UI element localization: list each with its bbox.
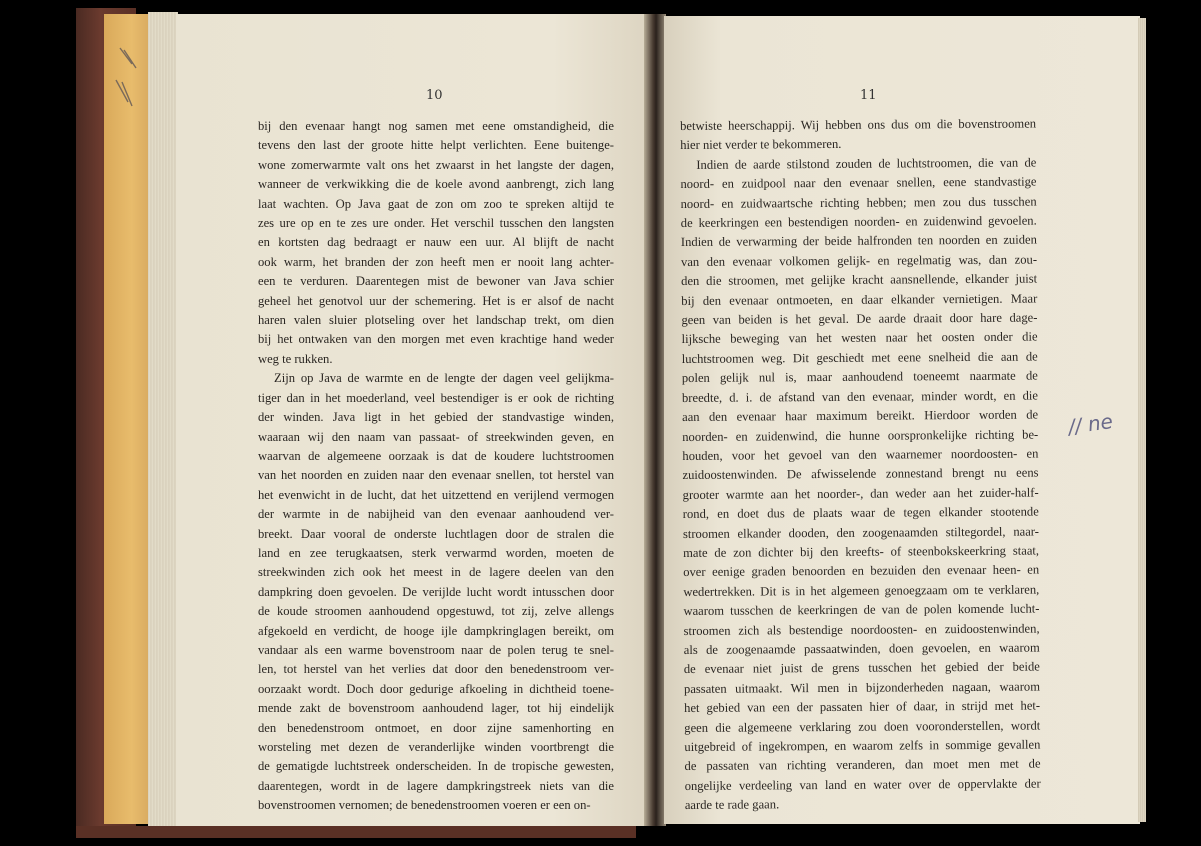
text-line: oorzaakt wordt. Doch door gedurige afkoeling in dichtheid toene- xyxy=(258,681,614,696)
text-line: uitgebreid of ingekrompen, en waarom zelfs in sommige gevallen xyxy=(684,737,1041,754)
text-line: hier niet verder te bekommeren. xyxy=(680,137,842,153)
text-line: tevens den last der groote hitte helpt verlichten. Eene buitenge- xyxy=(258,138,614,153)
text-line: geen die algemeene verklaring zou doen vooronderstellen, wordt xyxy=(684,718,1041,735)
page-number-left: 10 xyxy=(426,88,443,103)
endpaper xyxy=(104,14,150,824)
text-line: der warmte in de nabijheid van den evenaar aanhoudend ver- xyxy=(258,507,614,522)
text-line: het gebied van een der passaten hier of daar, in strijd met het- xyxy=(684,698,1041,716)
text-line: Zijn op Java de warmte en de lengte der dagen veel gelijkma- xyxy=(274,371,614,386)
page-edges-left xyxy=(148,12,178,827)
page-edges-right xyxy=(1138,18,1146,822)
text-line: wedertrekken. Dit is in het algemeen genoegzaam om te verklaren, xyxy=(683,582,1040,599)
text-line: bij den evenaar ontmoeten, en daar elkander vernietigen. Maar xyxy=(681,291,1038,308)
text-line: het evenwicht in de lucht, dat het uitzettend en verijlend vermogen xyxy=(258,487,614,502)
text-line: zes ure op en te zes ure onder. Het verschil tusschen den langsten xyxy=(258,216,614,231)
text-line: haren valen sluier plotseling over het landschap trekt, om dien xyxy=(258,313,614,328)
text-line: de koude stroomen aanhoudend opgestuwd, tot zij, zelve allengs xyxy=(258,604,614,619)
left-page-text xyxy=(258,117,614,816)
text-line: de passaten van richting veranderen, dan moet men met de xyxy=(684,756,1041,774)
text-line: aarde te rade gaan. xyxy=(684,797,780,813)
text-line: noord- en zuidwaartsche richting hebben; men zou dus tusschen xyxy=(680,194,1037,211)
text-line: waaraan wij den naam van passaat- of streekwinden geven, en xyxy=(258,429,614,444)
text-line: worsteling met dezen de veranderlijke winden voortbrengt die xyxy=(258,740,614,754)
text-line: de gematigde luchtstreek onderscheiden. In de tropische gewesten, xyxy=(258,759,614,774)
text-line: bovenstroomen vernomen; de benedenstroomen voeren er een on- xyxy=(258,798,591,813)
text-line: houden, voor het gevoel van den waarnemer noordoosten- en xyxy=(682,446,1039,463)
text-line: de evenaar niet juist de grens tusschen het gebied der beide xyxy=(683,659,1040,677)
text-line: noord- en zuidpool naar den evenaar snellen, eene standvastige xyxy=(680,174,1037,192)
text-line: een te verduren. Daarentegen mist de bewoner van Java schier xyxy=(258,274,614,289)
text-line: waarvan de algemeene oorzaak is dat de koudere luchtstroomen xyxy=(258,448,614,463)
text-line: breedte, d. i. de afstand van den evenaar, minder wordt, en die xyxy=(681,388,1038,405)
text-line: geheel het genotvol uur der schemering. Het is er alsof de nacht xyxy=(258,293,614,308)
text-line: noorden- en zuidenwind, die hunne oorspronkelijke richting be- xyxy=(682,427,1039,444)
text-line: waarom tusschen de keerkringen de van de polen komende lucht- xyxy=(683,601,1040,619)
text-line: der winden. Java ligt in het gebied der standvastige winden, xyxy=(258,410,614,425)
text-line: vandaar als een warme bovenstroom naar de polen terug te snel- xyxy=(258,642,614,657)
text-line: luchtstroomen weg. Dit geschiedt met eene snelheid die aan de xyxy=(681,349,1038,366)
text-line: bij den evenaar hangt nog samen met eene omstandigheid, die xyxy=(258,119,614,133)
text-line: als de zoogenaamde passaatwinden, doen gevoelen, en waarom xyxy=(683,640,1040,657)
text-line: aan den evenaar haar maximum bereikt. Hierdoor worden de xyxy=(682,407,1039,425)
text-line: rond, en doet dus de plaats waar de tegen elkander stootende xyxy=(682,504,1039,522)
text-line: wone zomerwarmte valt ons het zwaarst in het langste der dagen, xyxy=(258,157,614,172)
handwritten-margin-note: // ne xyxy=(1066,408,1115,440)
text-line: ook warm, het branden der zon heeft men er nooit lang achter- xyxy=(258,254,614,269)
text-line: van den evenaar volkomen gelijk- en regelmatig was, dan zou- xyxy=(680,252,1038,269)
text-line: stroomen zich als bestendige noordoosten- en zuidoostenwinden, xyxy=(683,621,1040,638)
text-line: over eenige graden benoorden en bezuiden den evenaar heen- en xyxy=(683,562,1040,580)
text-line: dampkring doen gevoelen. De verijlde lucht wordt intusschen door xyxy=(258,584,614,599)
book-cover-bottom xyxy=(76,826,636,838)
text-line: stroomen elkander dooden, den zoogenaamden stiltegordel, naar- xyxy=(682,524,1039,541)
text-line: streekwinden zich ook het meest in de lagere deelen van den xyxy=(258,565,614,580)
text-line: tiger dan in het moederland, veel bestendiger is er ook de richting xyxy=(258,390,614,405)
text-line: betwiste heerschappij. Wij hebben ons dus om die bovenstroomen xyxy=(680,116,1037,133)
text-line: lijksche beweging van het westen naar het oosten onder die xyxy=(681,329,1038,347)
text-line: len, tot herstel van het verlies dat door den benedenstroom ver- xyxy=(258,662,614,677)
text-line: zuidoostenwinden. De afwisselende zonnestand brengt nu eens xyxy=(682,465,1039,483)
text-line: weg te rukken. xyxy=(258,351,333,366)
text-line: mende zakt de bovenstroom aanhoudend lager, tot hij eindelijk xyxy=(258,701,614,716)
text-line: mate de zon dichter bij den kreefts- of steenbokskeerkring staat, xyxy=(682,543,1040,560)
text-line: breekt. Daar vooral de onderste luchtlagen door de stralen die xyxy=(258,526,614,541)
text-line: Indien de verwarming der beide halfronden ten noorden en zuiden xyxy=(680,232,1037,250)
text-line: grooter warmte aan het noorder-, dan weder aan het zuider-half- xyxy=(682,485,1039,502)
text-line: land en zee terugkaatsen, sterk verwarmd worden, moeten de xyxy=(258,545,614,560)
text-line: van het noorden en zuiden naar den evenaar snellen, tot herstel van xyxy=(258,468,614,483)
page-number-right: 11 xyxy=(860,88,877,103)
book-gutter xyxy=(644,14,666,826)
text-line: ongelijke verdeeling van land en water over de oppervlakte der xyxy=(684,776,1041,793)
text-line: polen gelijk nul is, maar aanhoudend toeneemt naarmate de xyxy=(681,368,1038,386)
text-line: wanneer de verkwikking die de koele avond aanbrengt, zich lang xyxy=(258,177,614,192)
text-line: passaten uitmaakt. Wil men in bijzonderheden nagaan, waarom xyxy=(683,679,1041,696)
text-line: Indien de aarde stilstond zouden de luchtstroomen, die van de xyxy=(696,155,1037,172)
text-line: en kortsten dag bedraagt er nauw een uur. Al blijft de nacht xyxy=(258,235,614,250)
text-line: afgekoeld en verdicht, de hooge ijle dampkringlagen bereikt, om xyxy=(258,623,614,638)
text-line: geen van beiden is het geval. De aarde draait door hare dage- xyxy=(681,310,1038,328)
text-line: den die stroomen, met gelijke kracht aansnellende, elkander juist xyxy=(681,271,1038,289)
text-line: de keerkringen een bestendigen noorden- en zuidenwind gevoelen. xyxy=(680,213,1037,231)
text-line: laat wachten. Op Java gaat de zon om zoo te spreken altijd te xyxy=(258,196,614,211)
text-line: bij het ontwaken van den morgen met even krachtige hand weder xyxy=(258,332,614,347)
pencil-mark-icon xyxy=(110,40,150,110)
text-line: den benedenstroom ontmoet, en door zijne samenhorting en xyxy=(258,720,614,735)
text-line: daarentegen, wordt in de lagere dampkringstreek niets van die xyxy=(258,778,614,793)
right-page-text xyxy=(680,115,1041,816)
